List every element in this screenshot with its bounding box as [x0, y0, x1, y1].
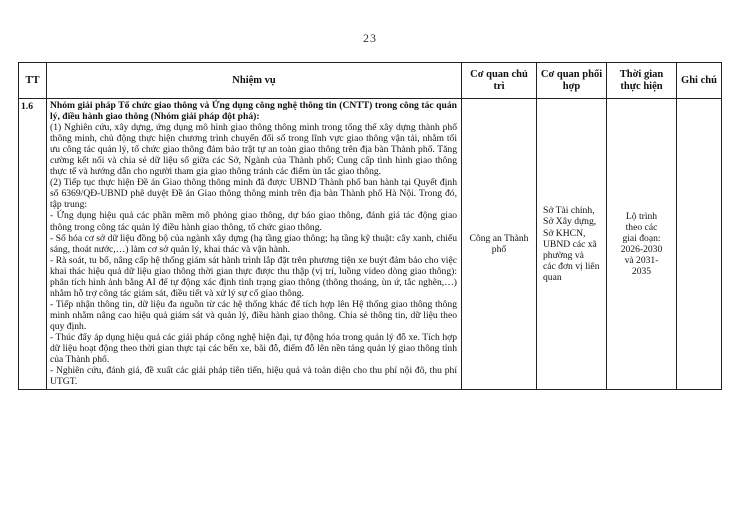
header-note: Ghi chú [677, 63, 722, 99]
coordinating-agency-line: các đơn vị liên [543, 260, 600, 272]
coordinating-agency-line: UBND các xã [543, 238, 597, 250]
lead-agency-cell: Công an Thành phố [462, 99, 537, 390]
task-paragraph: (2) Tiếp tục thực hiện Đề án Giao thông thông minh đã được UBND Thành phố ban hành tại Quyết định số 6369/QĐ-UBND phê duyệt Đề án Giao thông thông minh trên địa bàn Thành phố Hà Nội. Trong đó, tập trung: [50, 177, 457, 211]
task-bullet: - Rà soát, tu bổ, nâng cấp hệ thống giám sát hành trình lắp đặt trên phương tiện xe buýt đảm bảo cho việc khai thác hiệu quả dữ liệu giao thông thời gian thực được thu thập (vị trí, luồng video dòng giao thông): phân tích hình ảnh bằng AI để tự động xác định tình trạng giao thông (thông thoáng, ùn ứ, tắc nghẽn,…) nhằm hỗ trợ công tác giám sát, điều tiết và xử lý sự cố giao thông. [50, 254, 457, 299]
header-time: Thời gian thực hiện [607, 63, 677, 99]
coordinating-agency-cell [537, 99, 607, 390]
coordinating-agency-line: Sở Tài chính, [543, 205, 595, 217]
coordinating-agency-line: Sở KHCN, [543, 227, 586, 239]
task-table [18, 62, 722, 390]
task-title: Nhóm giải pháp Tổ chức giao thông và Ứng dụng công nghệ thông tin (CNTT) trong công tác quản lý, điều hành giao thông (Nhóm giải pháp đột phá): [50, 100, 457, 123]
time-cell [607, 99, 677, 390]
header-coordinating-agency: Cơ quan phối hợp [537, 63, 607, 99]
time-line: giai đoạn: [622, 233, 661, 245]
task-bullet: - Số hóa cơ sở dữ liệu đồng bộ của ngành xây dựng (hạ tầng giao thông; hạ tầng kỹ thuật: cây xanh, chiếu sáng, thoát nước,…) làm cơ sở quản lý, khai thác và vận hành. [50, 232, 457, 255]
page-number: 23 [363, 31, 377, 45]
task-bullet: - Thúc đẩy áp dụng hiệu quả các giải pháp công nghệ hiện đại, tự động hóa trong quản lý đỗ xe. Tích hợp dữ liệu hoạt động theo thời gian thực tại các bến xe, bãi đỗ, điểm đỗ lên nền tảng quản lý giao thông tỉnh của Thành phố. [50, 331, 457, 366]
coordinating-agency-line: phường và [543, 249, 584, 261]
header-lead-agency: Cơ quan chủ trì [462, 63, 537, 99]
task-bullet: - Tiếp nhận thông tin, dữ liệu đa nguồn từ các hệ thống khác để tích hợp lên Hệ thống giao thông thông minh nhằm nâng cao hiệu quả giám sát và quản lý, điều hành giao thông. Chia sẻ thông tin, dữ liệu theo quy định. [50, 298, 457, 332]
task-bullet: - Nghiên cứu, đánh giá, đề xuất các giải pháp tiên tiến, hiệu quả và toàn diện cho thu phí nội đô, thu phí UTGT. [50, 365, 457, 388]
time-line: Lộ trình [625, 210, 658, 222]
row-number: 1.6 [19, 99, 47, 390]
time-line: và 2031- [624, 255, 659, 267]
task-bullet: - Ứng dụng hiệu quả các phần mềm mô phỏng giao thông, dự báo giao thông, đánh giá tác động giao thông trong công tác quản lý điều hành giao thông, tổ chức giao thông. [50, 210, 457, 233]
time-line: 2026-2030 [620, 244, 663, 256]
header-task: Nhiệm vụ [47, 63, 462, 99]
table-row [19, 99, 722, 390]
coordinating-agency-line: quan [543, 271, 562, 283]
note-cell [677, 99, 722, 390]
time-line: theo các [625, 222, 658, 234]
time-line: 2035 [631, 266, 652, 278]
header-tt: TT [19, 63, 47, 99]
task-cell [47, 99, 462, 390]
table-header-row [19, 63, 722, 99]
coordinating-agency-line: Sở Xây dựng, [543, 216, 597, 228]
task-paragraph: (1) Nghiên cứu, xây dựng, ứng dụng mô hình giao thông thông minh trong tổng thể xây dựng thành phố thông minh, chủ động thực hiện chương trình chuyển đổi số trong lĩnh vực giao thông vận tải, nhằm tối ưu công tác quản lý, tổ chức giao thông đảm bảo trật tự an toàn giao thông trên địa bàn Thành phố. Tăng cường kết nối và chia sẻ dữ liệu số giữa các Sở, Ngành của Thành phố; Cung cấp tình hình giao thông thực tế và hướng dẫn cho người tham gia giao thông tránh các điểm ùn tắc giao thông. [50, 122, 457, 178]
